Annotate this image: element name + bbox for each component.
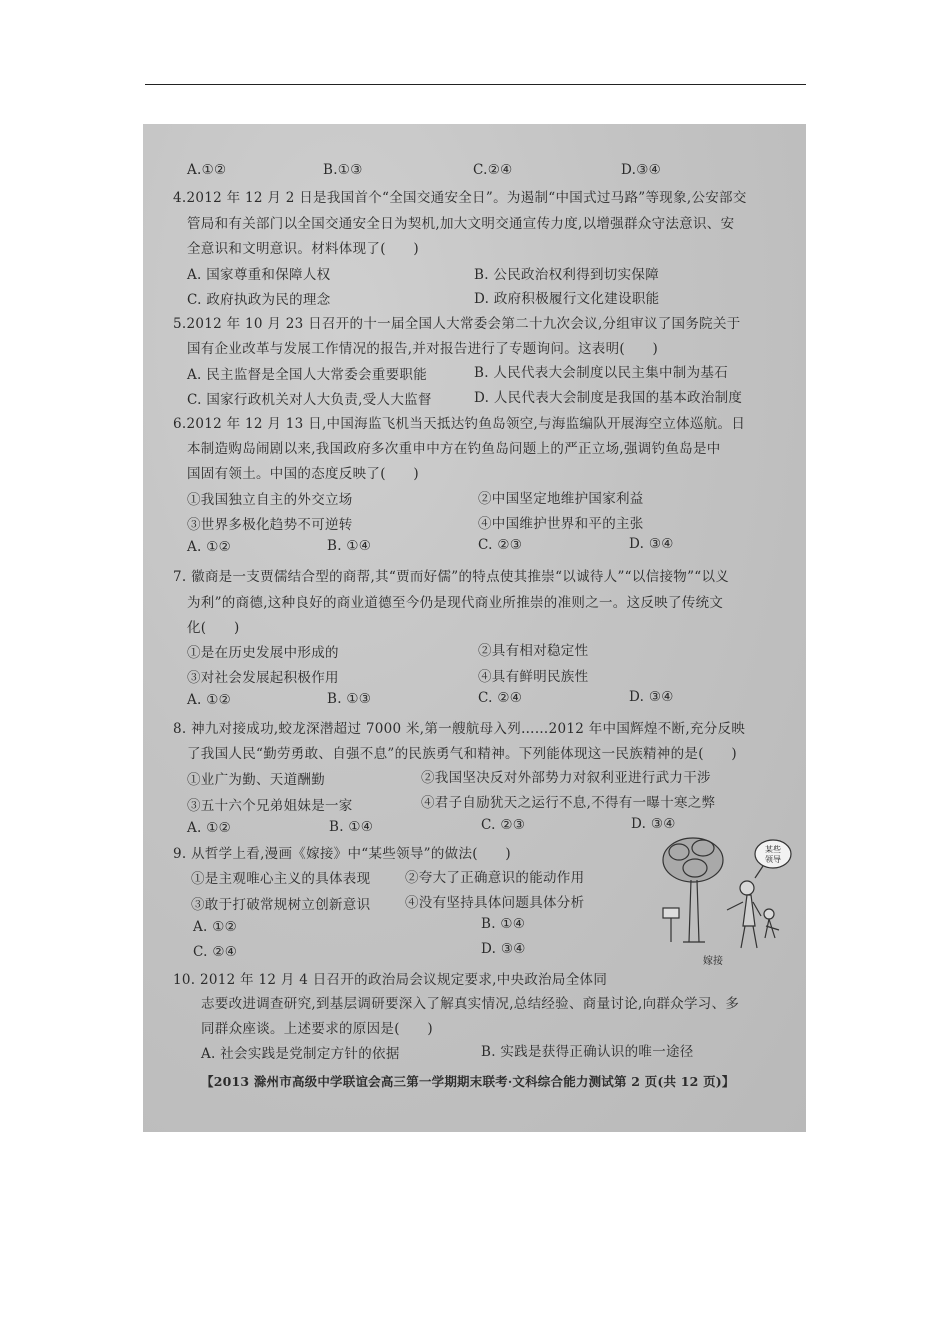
cartoon-bubble-line-2: 领导 xyxy=(765,855,781,864)
q4-stem-line-2: 管局和有关部门以全国交通安全日为契机,加大文明交通宣传力度,以增强群众守法意识、安 xyxy=(187,216,735,232)
q3-option-d: D.③④ xyxy=(621,162,662,178)
q6-option-a: A. ①② xyxy=(187,539,232,555)
q7-stem-line-3: 化( ) xyxy=(187,620,240,636)
q7-item-1: ①是在历史发展中形成的 xyxy=(187,645,339,661)
cartoon-caption: 嫁接 xyxy=(703,956,723,967)
q5-option-b: B. 人民代表大会制度以民主集中制为基石 xyxy=(474,365,729,381)
q7-item-2: ②具有相对稳定性 xyxy=(478,643,589,659)
q6-option-b: B. ①④ xyxy=(327,538,372,554)
q9-option-c: C. ②④ xyxy=(193,944,238,960)
q9-option-b: B. ①④ xyxy=(481,916,526,932)
q7-item-4: ④具有鲜明民族性 xyxy=(478,669,589,685)
q9-option-a: A. ①② xyxy=(193,919,238,935)
q8-item-2: ②我国坚决反对外部势力对叙利亚进行武力干涉 xyxy=(421,770,711,786)
q9-option-d: D. ③④ xyxy=(481,941,526,957)
q4-option-b: B. 公民政治权利得到切实保障 xyxy=(474,267,660,283)
top-rule xyxy=(145,84,806,85)
q3-option-a: A.①② xyxy=(187,162,227,178)
q6-option-c: C. ②③ xyxy=(478,537,523,553)
q3-option-b: B.①③ xyxy=(323,162,363,178)
q4-option-a: A. 国家尊重和保障人权 xyxy=(187,267,331,283)
q6-stem-line-3: 国固有领土。中国的态度反映了( ) xyxy=(187,466,419,482)
q8-stem-line-2: 了我国人民“勤劳勇敢、自强不息”的民族勇气和精神。下列能体现这一民族精神的是( ) xyxy=(187,746,737,762)
q9-item-4: ④没有坚持具体问题具体分析 xyxy=(405,895,585,911)
q8-stem-line-1: 8. 神九对接成功,蛟龙深潜超过 7000 米,第一艘航母入列……2012 年中国辉煌不断,充分反映 xyxy=(173,721,746,737)
q8-option-a: A. ①② xyxy=(187,820,232,836)
q10-stem-line-2: 志要改进调查研究,到基层调研要深入了解真实情况,总结经验、商量讨论,向群众学习、多 xyxy=(201,996,740,1012)
q6-stem-line-1: 6.2012 年 12 月 13 日,中国海监飞机当天抵达钓鱼岛领空,与海监编队开展海空立体巡航。日 xyxy=(173,416,746,432)
cartoon-bubble-line-1: 某些 xyxy=(765,845,781,854)
grafting-cartoon xyxy=(643,830,803,970)
q4-stem-line-3: 全意识和文明意识。材料体现了( ) xyxy=(187,241,419,257)
q7-option-a: A. ①② xyxy=(187,692,232,708)
q6-item-2: ②中国坚定地维护国家利益 xyxy=(478,491,644,507)
q8-option-d: D. ③④ xyxy=(631,816,676,832)
q8-item-1: ①业广为勤、天道酬勤 xyxy=(187,772,325,788)
q6-item-1: ①我国独立自主的外交立场 xyxy=(187,492,353,508)
q6-item-3: ③世界多极化趋势不可逆转 xyxy=(187,517,353,533)
q4-option-c: C. 政府执政为民的理念 xyxy=(187,292,331,308)
q6-item-4: ④中国维护世界和平的主张 xyxy=(478,516,644,532)
q8-item-4: ④君子自励犹天之运行不息,不得有一曝十寒之弊 xyxy=(421,795,716,811)
q9-item-3: ③敢于打破常规树立创新意识 xyxy=(191,897,371,913)
q7-option-b: B. ①③ xyxy=(327,691,372,707)
grafting-cartoon-drawing xyxy=(643,830,803,970)
q5-stem-line-1: 5.2012 年 10 月 23 日召开的十一届全国人大常委会第二十九次会议,分组审议了国务院关于 xyxy=(173,316,741,332)
q7-option-c: C. ②④ xyxy=(478,690,523,706)
q7-stem-line-1: 7. 徽商是一支贾儒结合型的商帮,其“贾而好儒”的特点使其推崇“以诚待人”“以信接物”“以义 xyxy=(173,569,730,585)
q6-stem-line-2: 本制造购岛闹剧以来,我国政府多次重申中方在钓鱼岛问题上的严正立场,强调钓鱼岛是中 xyxy=(187,441,721,457)
q8-option-c: C. ②③ xyxy=(481,817,526,833)
q10-stem-line-3: 同群众座谈。上述要求的原因是( ) xyxy=(201,1021,433,1037)
q7-stem-line-2: 为利”的商德,这种良好的商业道德至今仍是现代商业所推崇的准则之一。这反映了传统文 xyxy=(187,595,724,611)
q8-item-3: ③五十六个兄弟姐妹是一家 xyxy=(187,798,353,814)
q9-item-2: ②夸大了正确意识的能动作用 xyxy=(405,870,585,886)
q10-option-b: B. 实践是获得正确认识的唯一途径 xyxy=(481,1044,694,1060)
q7-item-3: ③对社会发展起积极作用 xyxy=(187,670,339,686)
q8-option-b: B. ①④ xyxy=(329,819,374,835)
q5-option-a: A. 民主监督是全国人大常委会重要职能 xyxy=(187,367,428,383)
exam-page-photo xyxy=(143,124,806,1132)
q5-option-d: D. 人民代表大会制度是我国的基本政治制度 xyxy=(474,390,743,406)
q4-stem-line-1: 4.2012 年 12 月 2 日是我国首个“全国交通安全日”。为遏制“中国式过马路”等现象,公安部交 xyxy=(173,190,747,206)
q3-option-c: C.②④ xyxy=(473,162,513,178)
q4-option-d: D. 政府积极履行文化建设职能 xyxy=(474,291,660,307)
q7-option-d: D. ③④ xyxy=(629,689,674,705)
q6-option-d: D. ③④ xyxy=(629,536,674,552)
q9-stem: 9. 从哲学上看,漫画《嫁接》中“某些领导”的做法( ) xyxy=(173,846,511,862)
q9-item-1: ①是主观唯心主义的具体表现 xyxy=(191,871,371,887)
page-footer: 【2013 滁州市高级中学联谊会高三第一学期期末联考·文科综合能力测试第 2 页(共 12 页)】 xyxy=(201,1074,735,1089)
q5-stem-line-2: 国有企业改革与发展工作情况的报告,并对报告进行了专题询问。这表明( ) xyxy=(187,341,659,357)
q5-option-c: C. 国家行政机关对人大负责,受人大监督 xyxy=(187,392,432,408)
q10-stem-line-1: 10. 2012 年 12 月 4 日召开的政治局会议规定要求,中央政治局全体同 xyxy=(173,972,608,988)
q10-option-a: A. 社会实践是党制定方针的依据 xyxy=(201,1046,400,1062)
